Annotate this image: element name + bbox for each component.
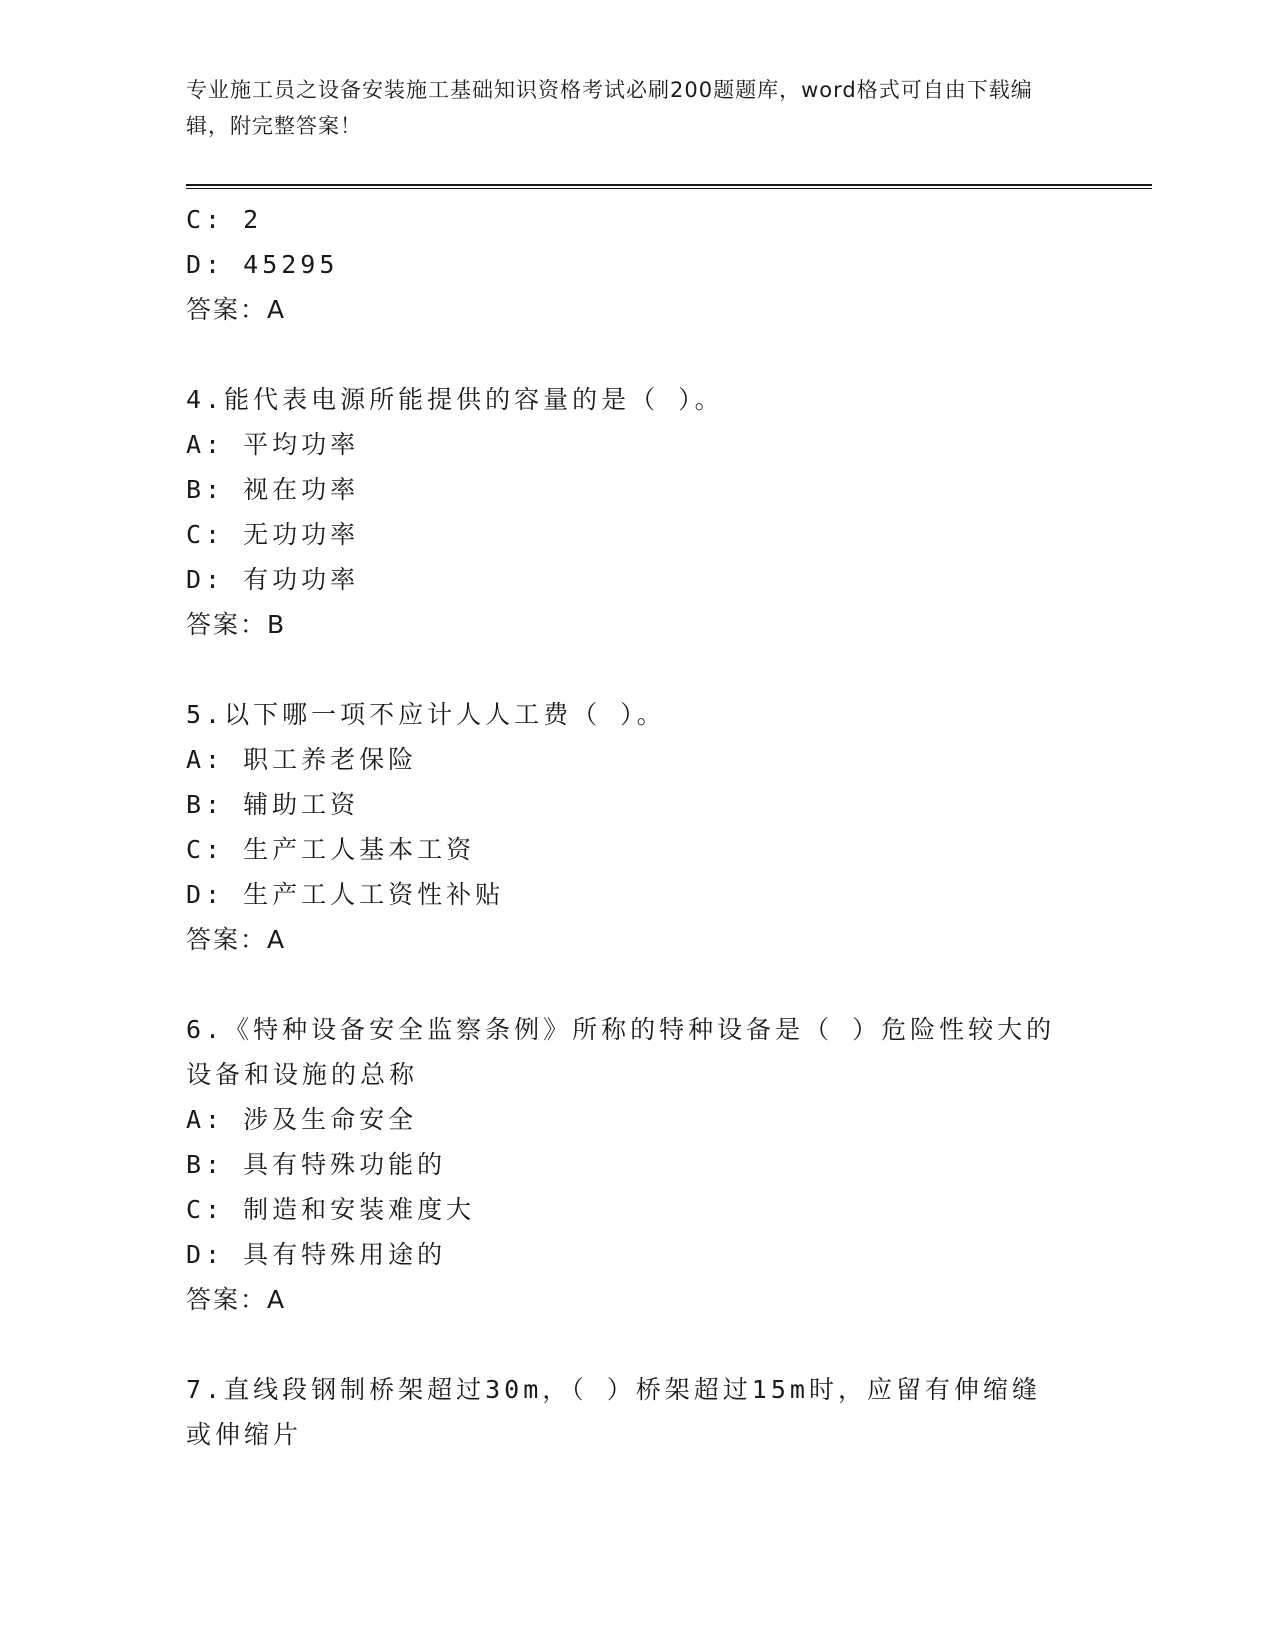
question-stem: 5.以下哪一项不应计人人工费（ ）。: [186, 700, 666, 729]
question-7: [186, 1367, 1096, 1457]
header-divider: [186, 184, 1152, 189]
question-stem: 6.《特种设备安全监察条例》所称的特种设备是（ ）危险性较大的设备和设施的总称: [186, 1015, 1056, 1089]
option-c: C: 无功功率: [186, 520, 360, 549]
answer: 答案：A: [186, 295, 287, 324]
question-3-tail: [186, 197, 1096, 332]
option-b: B: 辅助工资: [186, 790, 360, 819]
question-6: [186, 1007, 1096, 1322]
option-c: C: 生产工人基本工资: [186, 835, 476, 864]
question-stem: 7.直线段钢制桥架超过30m，（ ）桥架超过15m时，应留有伸缩缝或伸缩片: [186, 1375, 1041, 1449]
option-d: D: 具有特殊用途的: [186, 1240, 447, 1269]
answer: 答案：B: [186, 610, 287, 639]
option-d: D: 生产工人工资性补贴: [186, 880, 505, 909]
option-a: A: 涉及生命安全: [186, 1105, 418, 1134]
document-page: [186, 72, 1096, 1457]
question-stem: 4.能代表电源所能提供的容量的是（ ）。: [186, 385, 724, 414]
question-5: [186, 692, 1096, 962]
option-a: A: 职工养老保险: [186, 745, 418, 774]
answer: 答案：A: [186, 925, 287, 954]
option-c: C: 2: [186, 205, 263, 234]
option-d: D: 有功功率: [186, 565, 360, 594]
answer: 答案：A: [186, 1285, 287, 1314]
option-d: D: 45295: [186, 250, 339, 279]
option-b: B: 视在功率: [186, 475, 360, 504]
question-4: [186, 377, 1096, 647]
option-a: A: 平均功率: [186, 430, 360, 459]
option-b: B: 具有特殊功能的: [186, 1150, 447, 1179]
document-header: 专业施工员之设备安装施工基础知识资格考试必刷200题题库，word格式可自由下载编辑，附完整答案！: [186, 78, 1033, 138]
document-content: [186, 197, 1096, 1457]
option-c: C: 制造和安装难度大: [186, 1195, 476, 1224]
